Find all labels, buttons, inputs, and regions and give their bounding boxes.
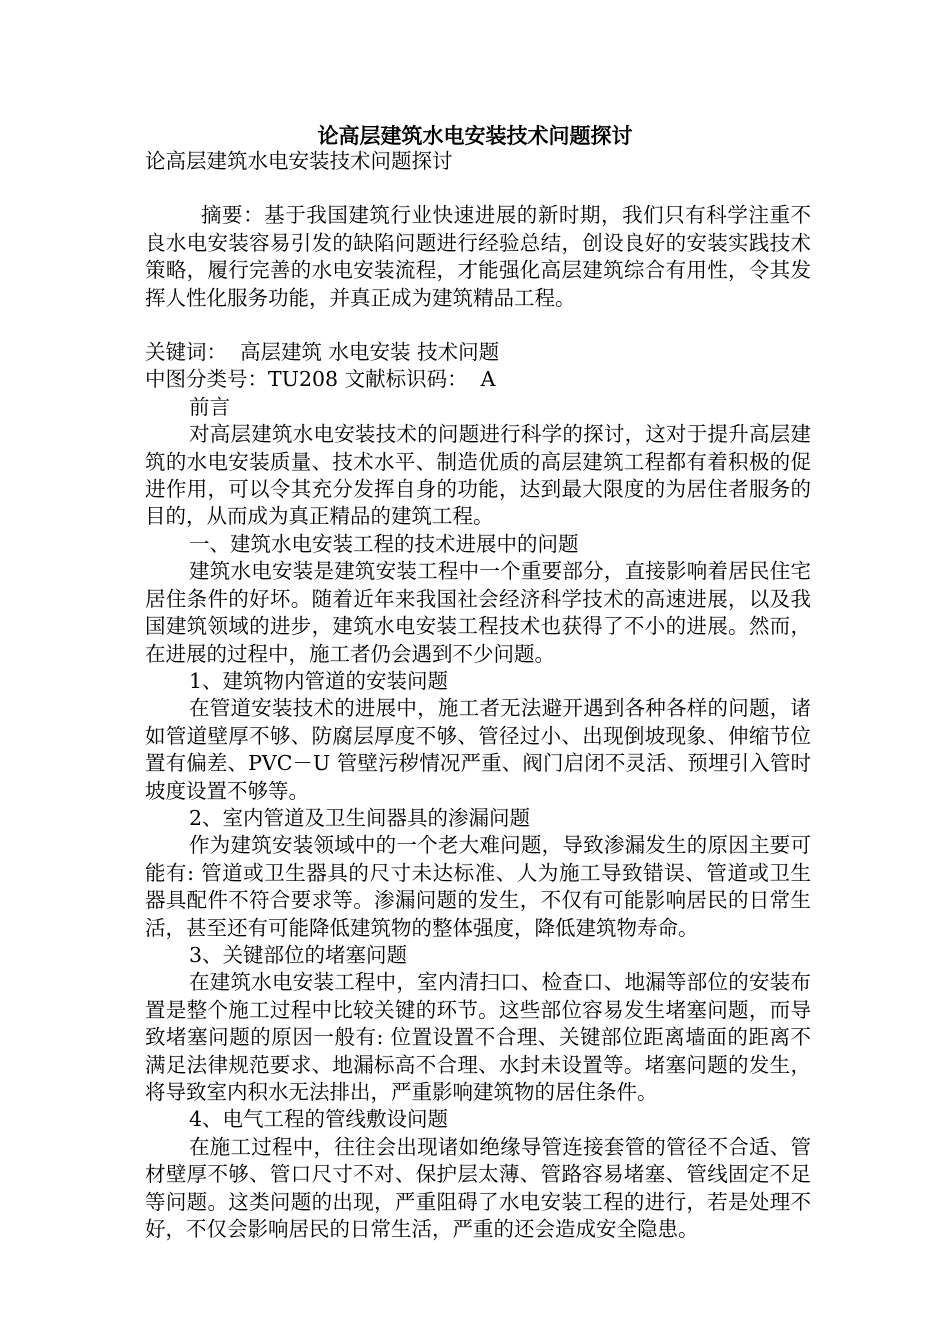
document-body <box>145 148 811 1243</box>
item-1-heading: 1、建筑物内管道的安装问题 <box>189 668 449 693</box>
keywords-line: 关键词： 高层建筑 水电安装 技术问题 <box>145 340 500 365</box>
item-2-heading: 2、室内管道及卫生间器具的渗漏问题 <box>189 805 531 830</box>
document-title: 论高层建筑水电安装技术问题探讨 <box>317 123 633 148</box>
item-2-paragraph: 作为建筑安装领域中的一个老大难问题，导致渗漏发生的原因主要可能有: 管道或卫生器具的尺寸未达标准、人为施工导致错误、管道或卫生器具配件不符合要求等。渗漏问题的发生，不仅有可能影响居民的日常生活，甚至还有可能降低建筑物的整体强度，降低建筑物寿命。 <box>145 833 811 940</box>
item-3-heading: 3、关键部位的堵塞问题 <box>189 942 408 967</box>
section-1-paragraph: 建筑水电安装是建筑安装工程中一个重要部分，直接影响着居民住宅居住条件的好坏。随着近年来我国社会经济科学技术的高速进展，以及我国建筑领域的进步，建筑水电安装工程技术也获得了不小的进展。然而，在进展的过程中，施工者仍会遇到不少问题。 <box>145 559 811 666</box>
item-4-paragraph: 在施工过程中，往往会出现诸如绝缘导管连接套管的管径不合适、管材壁厚不够、管口尺寸不对、保护层太薄、管路容易堵塞、管线固定不足等问题。这类问题的出现，严重阻碍了水电安装工程的进行，若是处理不好，不仅会影响居民的日常生活，严重的还会造成安全隐患。 <box>145 1134 811 1242</box>
preface-heading: 前言 <box>189 394 230 419</box>
abstract-paragraph: 摘要：基于我国建筑行业快速进展的新时期，我们只有科学注重不良水电安装容易引发的缺陷问题进行经验总结，创设良好的安装实践技术策略，履行完善的水电安装流程，才能强化高层建筑综合有用性，令其发挥人性化服务功能，并真正成为建筑精品工程。 <box>145 203 811 310</box>
item-1-paragraph: 在管道安装技术的进展中，施工者无法避开遇到各种各样的问题，诸如管道壁厚不够、防腐层厚度不够、管径过小、出现倒坡现象、伸缩节位置有偏差、PVC－U 管壁污秽情况严重、阀门启闭不灵活、预埋引入管时坡度设置不够等。 <box>145 696 811 803</box>
preface-paragraph: 对高层建筑水电安装技术的问题进行科学的探讨，这对于提升高层建筑的水电安装质量、技术水平、制造优质的高层建筑工程都有着积极的促进作用，可以令其充分发挥自身的功能，达到最大限度的为居住者服务的目的，从而成为真正精品的建筑工程。 <box>145 422 811 529</box>
item-3-paragraph: 在建筑水电安装工程中，室内清扫口、检查口、地漏等部位的安装布置是整个施工过程中比较关键的环节。这些部位容易发生堵塞问题，而导致堵塞问题的原因一般有: 位置设置不合理、关键部位距离墙面的距离不满足法律规范要求、地漏标高不合理、水封未设置等。堵塞问题的发生，将导致室内积水无法排出，严重影响建筑物的居住条件。 <box>145 970 811 1104</box>
item-4-heading: 4、电气工程的管线敷设问题 <box>189 1107 449 1132</box>
classification-line: 中图分类号：TU208 文献标识码： A <box>145 367 496 392</box>
document-subtitle: 论高层建筑水电安装技术问题探讨 <box>145 149 453 173</box>
section-1-heading: 一、建筑水电安装工程的技术进展中的问题 <box>189 531 579 556</box>
